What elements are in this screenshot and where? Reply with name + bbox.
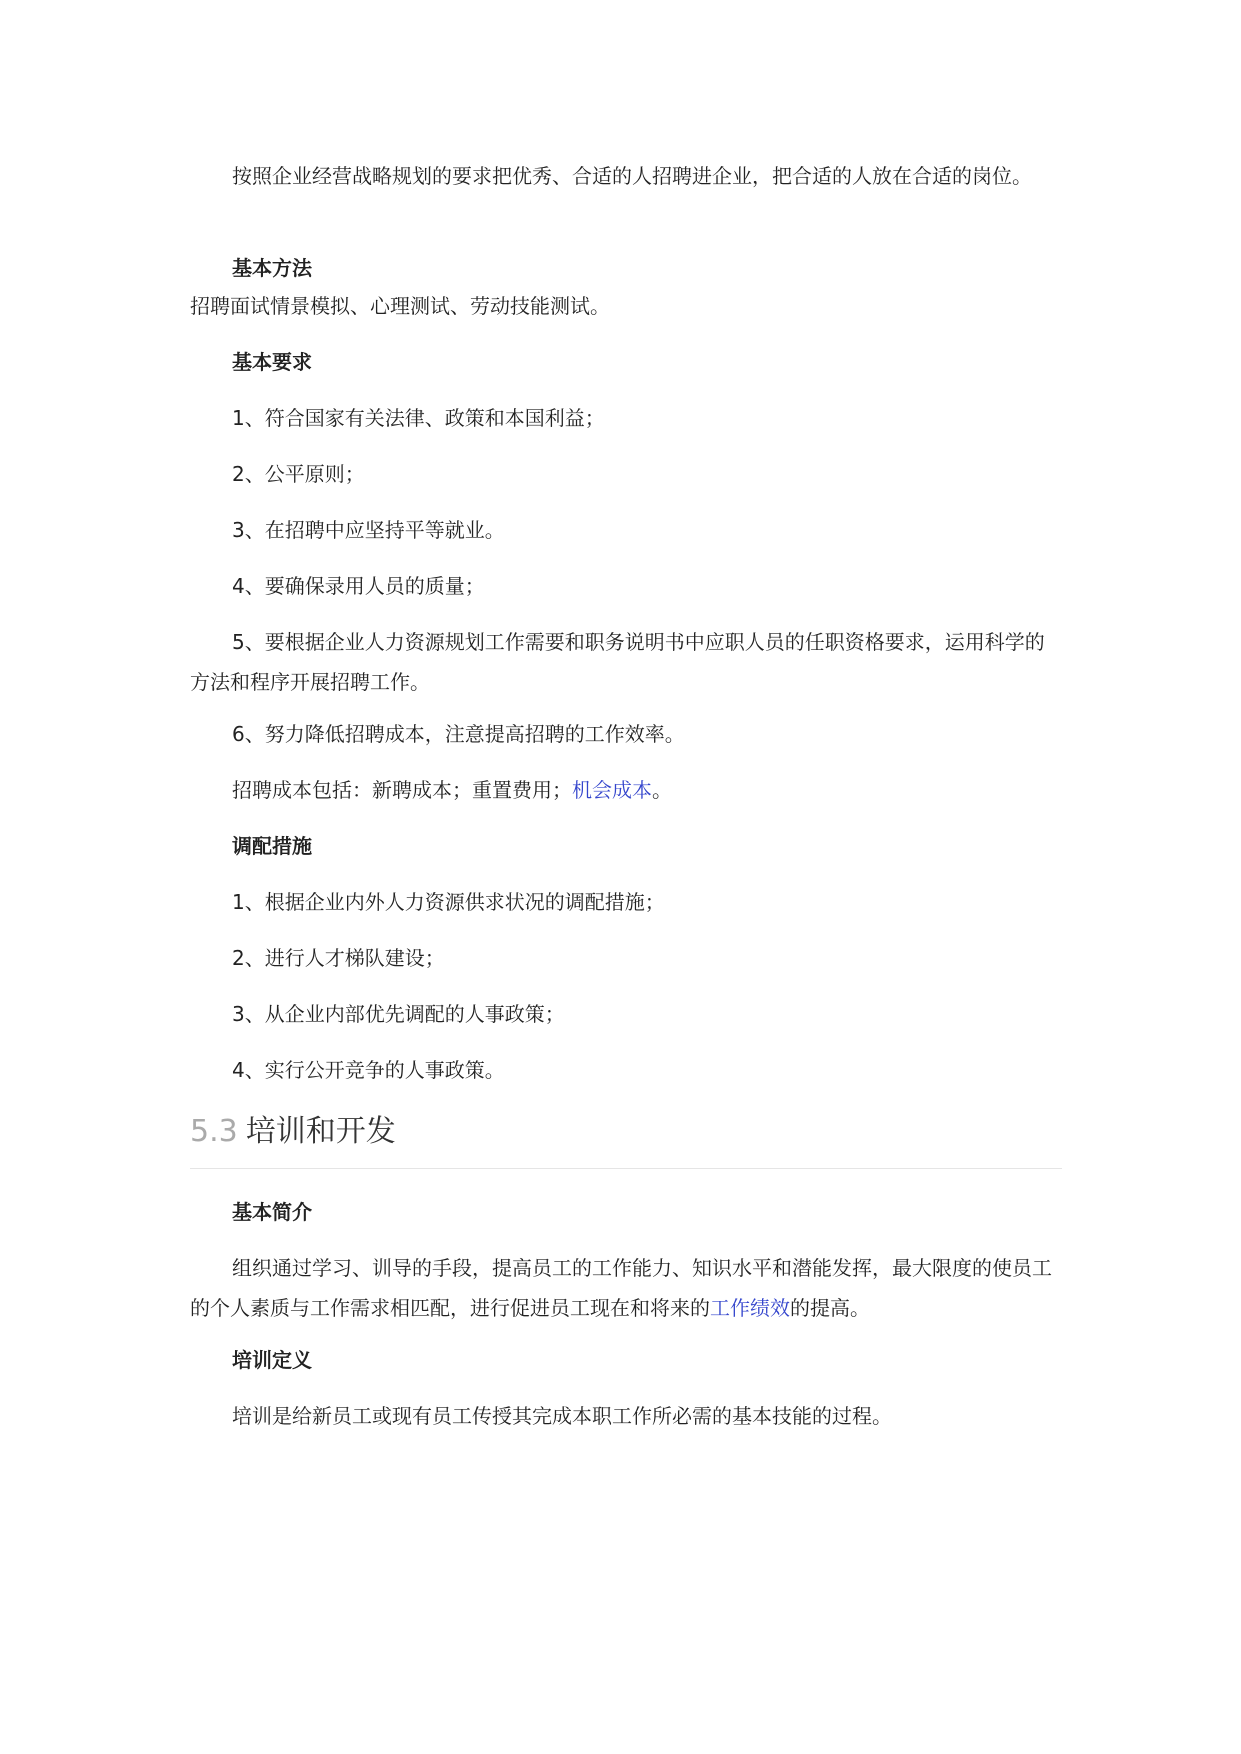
requirement-item: 2、公平原则； xyxy=(232,462,365,486)
recruitment-cost-suffix: 。 xyxy=(652,778,672,802)
requirement-item: 5、要根据企业人力资源规划工作需要和职务说明书中应职人员的任职资格要求，运用科学的方法和程序开展招聘工作。 xyxy=(190,630,1045,694)
requirement-item: 6、努力降低招聘成本，注意提高招聘的工作效率。 xyxy=(232,722,685,746)
intro-basic-paragraph xyxy=(190,1248,1062,1328)
recruitment-cost-line xyxy=(190,770,1062,810)
basic-method-text: 招聘面试情景模拟、心理测试、劳动技能测试。 xyxy=(190,294,610,318)
allocation-item: 4、实行公开竞争的人事政策。 xyxy=(232,1058,505,1082)
section-divider xyxy=(190,1168,1062,1169)
requirement-item: 4、要确保录用人员的质量； xyxy=(232,574,485,598)
intro-basic-heading: 基本简介 xyxy=(232,1200,312,1224)
intro-basic-suffix: 的提高。 xyxy=(790,1296,870,1320)
allocation-heading: 调配措施 xyxy=(232,834,312,858)
allocation-item: 1、根据企业内外人力资源供求状况的调配措施； xyxy=(232,890,665,914)
basic-requirements-heading: 基本要求 xyxy=(232,350,312,374)
training-definition-text: 培训是给新员工或现有员工传授其完成本职工作所必需的基本技能的过程。 xyxy=(232,1404,892,1428)
work-performance-link[interactable]: 工作绩效 xyxy=(710,1296,790,1320)
allocation-item: 2、进行人才梯队建设； xyxy=(232,946,445,970)
section-heading xyxy=(190,1110,1062,1154)
requirement-item: 3、在招聘中应坚持平等就业。 xyxy=(232,518,505,542)
basic-method-heading: 基本方法 xyxy=(232,256,312,280)
intro-paragraph: 按照企业经营战略规划的要求把优秀、合适的人招聘进企业，把合适的人放在合适的岗位。 xyxy=(232,164,1032,188)
opportunity-cost-link[interactable]: 机会成本 xyxy=(572,778,652,802)
allocation-item: 3、从企业内部优先调配的人事政策； xyxy=(232,1002,565,1026)
recruitment-cost-prefix: 招聘成本包括：新聘成本；重置费用； xyxy=(232,778,572,802)
section-title: 培训和开发 xyxy=(245,1114,396,1149)
training-definition-heading: 培训定义 xyxy=(232,1348,312,1372)
intro-basic-prefix: 组织通过学习、训导的手段，提高员工的工作能力、知识水平和潜能发挥，最大限度的使员工的个人素质与工作需求相匹配，进行促进员工现在和将来的 xyxy=(190,1256,1052,1320)
requirement-item: 1、符合国家有关法律、政策和本国利益； xyxy=(232,406,605,430)
section-number: 5.3 xyxy=(190,1114,238,1149)
